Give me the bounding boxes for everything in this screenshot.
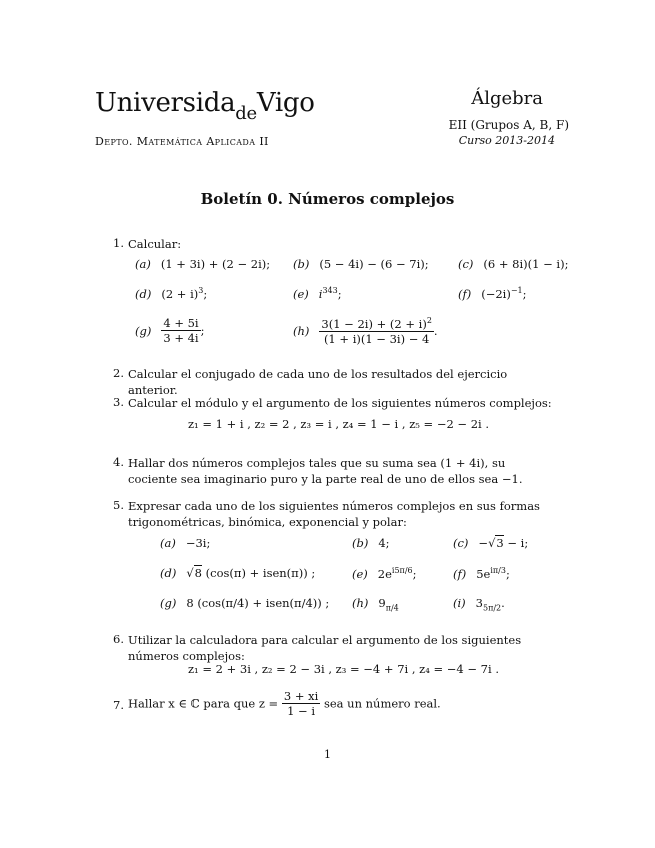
ex5-item-f: [453, 566, 510, 581]
ex5-h-base: 9: [378, 596, 386, 610]
ex5-h-label: (h): [352, 596, 369, 610]
exercise-1-text: Calcular:: [128, 237, 182, 251]
ex1-e-label: (e): [293, 286, 309, 301]
subject-title: Álgebra: [471, 88, 543, 109]
ex5-c-label: (c): [453, 536, 469, 550]
ex1-h-num-text: 3(1 − 2i) + (2 + i): [321, 316, 427, 331]
ex1-e-base: i: [318, 286, 323, 301]
ex1-f-base: (−2i): [481, 286, 511, 301]
ex5-d-radicand: 8: [194, 566, 202, 580]
exercise-4-text: Hallar dos números complejos tales que su suma sea (1 + 4i), su cociente sea imaginario puro y la parte real de uno de ellos sea −1.: [128, 456, 523, 486]
ex5-i-label: (i): [453, 596, 466, 610]
ex1-item-e: [293, 286, 342, 301]
ex7-pre: Hallar x ∈ ℂ para que z =: [128, 696, 279, 711]
ex5-item-i: [453, 596, 505, 612]
ex1-g-fraction: [161, 316, 200, 345]
ex5-item-d: (d) √8 (cos(π) + isen(π)) ;: [160, 566, 316, 580]
exercise-6-equation: z₁ = 2 + 3i , z₂ = 2 − 3i , z₃ = −4 + 7i , z₄ = −4 − 7i .: [188, 662, 499, 676]
logo-de: de: [235, 103, 257, 124]
ex1-c-label: (c): [458, 257, 474, 271]
ex5-h-sub: π/4: [385, 603, 399, 613]
ex5-f-tail: ;: [505, 566, 510, 581]
ex1-h-denominator: (1 + i)(1 − 3i) − 4: [319, 331, 434, 346]
exercise-5-text: Expresar cada uno de los siguientes números complejos en sus formas trigonométricas, binómica, exponencial y polar:: [128, 499, 540, 529]
university-logo: [95, 88, 315, 124]
ex1-item-f: [458, 286, 527, 301]
ex5-f-base: 5e: [476, 566, 491, 581]
ex1-d-tail: ;: [203, 286, 208, 301]
ex1-e-tail: ;: [337, 286, 342, 301]
ex7-post: sea un número real.: [323, 696, 441, 711]
ex1-b-expr: (5 − 4i) − (6 − 7i);: [319, 257, 429, 271]
exercise-1-number: 1.: [113, 236, 124, 250]
ex1-g-numerator: 4 + 5i: [163, 316, 199, 330]
ex5-c-pre: −: [478, 536, 489, 550]
ex1-item-a: [135, 257, 270, 271]
ex5-item-a: [160, 536, 210, 550]
ex5-a-expr: −3i;: [185, 536, 211, 550]
exercise-3-number: 3.: [113, 395, 124, 409]
ex5-i-base: 3: [475, 596, 483, 610]
ex5-e-label: (e): [352, 566, 368, 581]
exercise-7-number: 7.: [113, 698, 124, 712]
ex1-h-num-exp: 2: [426, 316, 432, 325]
ex1-d-label: (d): [135, 286, 152, 301]
logo-tail: Vigo: [256, 88, 315, 118]
ex1-d-exp: 3: [198, 286, 204, 295]
ex1-h-label: (h): [293, 323, 310, 338]
ex1-c-expr: (6 + 8i)(1 − i);: [483, 257, 569, 271]
ex5-e-base: 2e: [377, 566, 392, 581]
ex5-c-radicand: 3: [496, 536, 504, 550]
ex7-fraction: [282, 689, 320, 718]
ex1-f-tail: ;: [522, 286, 527, 301]
ex5-i-tail: .: [501, 596, 505, 610]
exercise-6-text: Utilizar la calculadora para calcular el argumento de los siguientes números complejos:: [128, 633, 522, 663]
ex5-c-tail: − i;: [503, 536, 529, 550]
groups: EII (Grupos A, B, F): [448, 118, 569, 132]
course-year: Curso 2013-2014: [458, 134, 555, 147]
ex1-a-label: (a): [135, 257, 151, 271]
logo-main: Universida: [95, 88, 236, 118]
ex5-f-label: (f): [453, 566, 467, 581]
exercise-7-text: [128, 689, 441, 718]
ex1-item-d: [135, 286, 207, 301]
ex1-d-base: (2 + i): [161, 286, 199, 301]
ex5-item-h: [352, 596, 399, 612]
exercise-5-number: 5.: [113, 498, 124, 512]
page-number: 1: [324, 748, 331, 761]
ex5-item-b: [352, 536, 390, 550]
ex1-h-numerator: [319, 316, 434, 331]
ex5-item-g: [160, 596, 329, 610]
ex1-item-c: [458, 257, 568, 271]
exercise-3-equation: z₁ = 1 + i , z₂ = 2 , z₃ = i , z₄ = 1 − i , z₅ = −2 − 2i .: [188, 417, 490, 431]
ex5-i-sub: 5π/2: [482, 603, 502, 613]
page-title: Boletín 0. Números complejos: [200, 190, 455, 208]
ex5-d-label: (d): [160, 566, 177, 580]
ex5-item-c: (c) −√3 − i;: [453, 536, 529, 550]
ex5-a-label: (a): [160, 536, 176, 550]
ex5-d-tail: (cos(π) + isen(π)) ;: [202, 566, 316, 580]
ex1-g-denominator: 3 + 4i: [163, 331, 199, 345]
ex1-b-label: (b): [293, 257, 310, 271]
ex1-item-b: [293, 257, 429, 271]
exercise-3-text: Calcular el módulo y el argumento de los siguientes números complejos:: [128, 396, 552, 410]
ex5-e-tail: ;: [412, 566, 417, 581]
ex1-f-label: (f): [458, 286, 472, 301]
ex5-g-label: (g): [160, 596, 177, 610]
ex1-g-tail: ;: [200, 323, 205, 338]
ex5-item-e: [352, 566, 416, 581]
ex5-e-exp: i5π/6: [391, 566, 413, 575]
exercise-4-number: 4.: [113, 455, 124, 469]
ex1-h-fraction: [319, 316, 434, 346]
ex1-f-exp: −1: [510, 286, 523, 295]
ex1-g-label: (g): [135, 323, 152, 338]
ex7-denominator: 1 − i: [282, 703, 320, 718]
ex7-numerator: 3 + xi: [283, 689, 319, 703]
exercise-2-text: Calcular el conjugado de cada uno de los resultados del ejercicio anterior.: [128, 367, 508, 397]
ex1-item-h: [293, 316, 438, 346]
ex1-item-g: [135, 316, 204, 345]
exercise-6-number: 6.: [113, 632, 124, 646]
ex1-a-expr: (1 + 3i) + (2 − 2i);: [160, 257, 271, 271]
ex5-b-label: (b): [352, 536, 369, 550]
department: Depto. Matemática Aplicada II: [95, 135, 269, 148]
ex5-b-expr: 4;: [378, 536, 390, 550]
ex1-h-tail: .: [433, 323, 438, 338]
ex5-g-expr: 8 (cos(π/4) + isen(π/4)) ;: [186, 596, 330, 610]
ex1-e-exp: 343: [322, 286, 338, 295]
exercise-2-number: 2.: [113, 366, 124, 380]
ex5-f-exp: iπ/3: [490, 566, 506, 575]
